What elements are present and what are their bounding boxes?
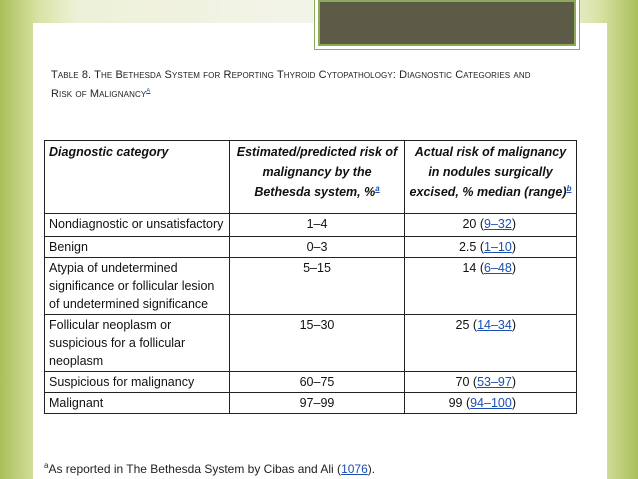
category-cell: Benign bbox=[45, 237, 230, 258]
median-value: 2.5 bbox=[458, 240, 477, 254]
table-caption bbox=[51, 66, 581, 104]
footnote-text: As reported in The Bethesda System by Cibas and Ali ( bbox=[48, 462, 342, 476]
footnote-reference-link[interactable]: 1076 bbox=[341, 462, 368, 476]
table-footnote bbox=[44, 462, 375, 476]
median-value: 14 bbox=[462, 261, 477, 275]
category-cell: Suspicious for malignancy bbox=[45, 372, 230, 393]
category-cell: Nondiagnostic or unsatisfactory bbox=[45, 214, 230, 237]
caption-line-2: Risk of Malignancy bbox=[51, 88, 147, 100]
actual-cell: 25 (14–34) bbox=[405, 315, 577, 372]
median-value: 70 bbox=[455, 375, 470, 389]
caption-line-1: Table 8. The Bethesda System for Reporting Thyroid Cytopathology: Diagnostic Categories and bbox=[51, 69, 531, 81]
bethesda-table bbox=[44, 140, 577, 414]
median-value: 99 bbox=[448, 396, 463, 410]
actual-cell: 2.5 (1–10) bbox=[405, 237, 577, 258]
estimated-cell: 1–4 bbox=[230, 214, 405, 237]
actual-cell: 70 (53–97) bbox=[405, 372, 577, 393]
header-category: Diagnostic category bbox=[45, 141, 230, 214]
estimated-cell: 97–99 bbox=[230, 393, 405, 414]
footnote-marker: a bbox=[44, 461, 49, 470]
table-row bbox=[45, 372, 577, 393]
actual-cell: 14 (6–48) bbox=[405, 258, 577, 315]
caption-footnote-link[interactable]: a bbox=[146, 85, 151, 95]
category-cell: Malignant bbox=[45, 393, 230, 414]
estimated-cell: 5–15 bbox=[230, 258, 405, 315]
header-estimated: Estimated/predicted risk of malignancy by the Bethesda system, %$^a$ bbox=[230, 141, 405, 214]
actual-cell: 20 (9–32) bbox=[405, 214, 577, 237]
table-row bbox=[45, 237, 577, 258]
header-actual: Actual risk of malignancy in nodules surgically excised, % median (range)$^b$ bbox=[405, 141, 577, 214]
table-row bbox=[45, 393, 577, 414]
slide-title-placeholder bbox=[318, 0, 576, 46]
header-estimated-footnote-link[interactable]: a bbox=[375, 183, 380, 193]
estimated-cell: 15–30 bbox=[230, 315, 405, 372]
range-link[interactable]: 94–100 bbox=[470, 396, 512, 410]
median-value: 25 bbox=[455, 318, 470, 332]
table-row bbox=[45, 315, 577, 372]
range-link[interactable]: 6–48 bbox=[484, 261, 512, 275]
table-row bbox=[45, 214, 577, 237]
estimated-cell: 60–75 bbox=[230, 372, 405, 393]
range-link[interactable]: 14–34 bbox=[477, 318, 512, 332]
table-row bbox=[45, 258, 577, 315]
estimated-cell: 0–3 bbox=[230, 237, 405, 258]
median-value: 20 bbox=[462, 217, 477, 231]
range-link[interactable]: 53–97 bbox=[477, 375, 512, 389]
category-cell: Follicular neoplasm or suspicious for a follicular neoplasm bbox=[45, 315, 230, 372]
category-cell: Atypia of undetermined significance or follicular lesion of undetermined significance bbox=[45, 258, 230, 315]
actual-cell: 99 (94–100) bbox=[405, 393, 577, 414]
range-link[interactable]: 1–10 bbox=[484, 240, 512, 254]
range-link[interactable]: 9–32 bbox=[484, 217, 512, 231]
header-actual-footnote-link[interactable]: b bbox=[566, 183, 572, 193]
header-row bbox=[45, 141, 577, 214]
footnote-end: ). bbox=[367, 462, 376, 476]
